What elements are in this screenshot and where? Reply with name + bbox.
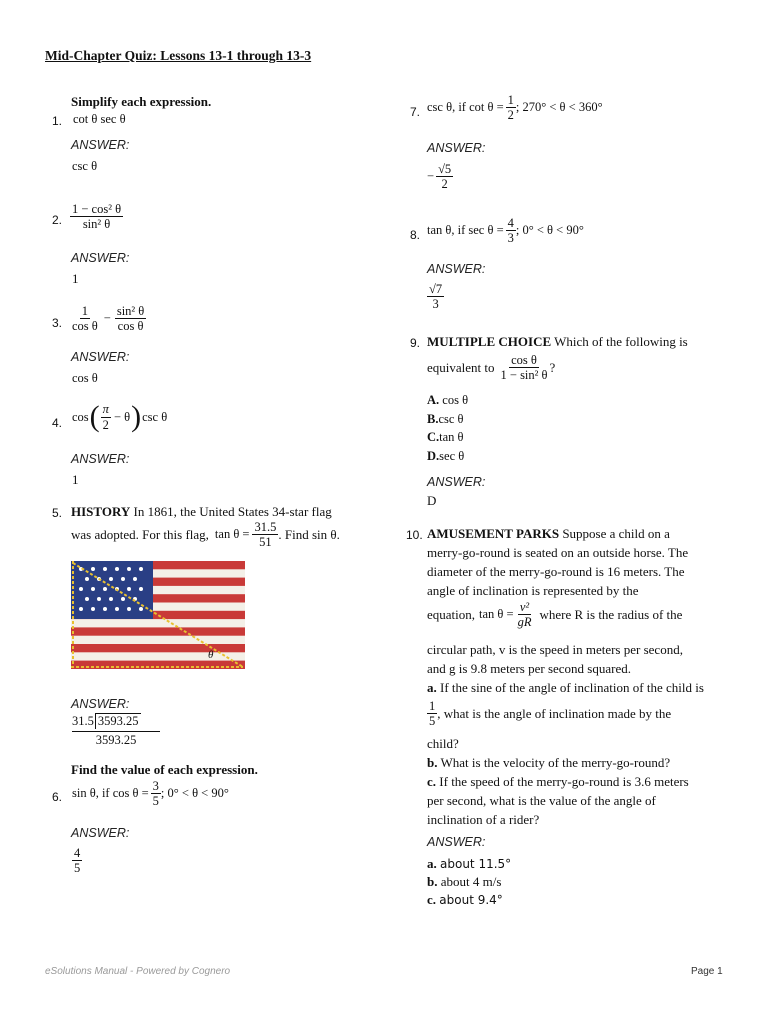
q8-fraction bbox=[506, 216, 516, 246]
q8-numerator: 4 bbox=[507, 216, 514, 230]
q9-answer-label: ANSWER: bbox=[427, 475, 486, 489]
q5-fraction bbox=[252, 520, 278, 550]
q10-answer-a-letter: a. bbox=[427, 856, 437, 871]
q9-text2: equivalent to bbox=[427, 360, 495, 376]
q10-label: AMUSEMENT PARKS bbox=[427, 526, 560, 541]
q10-c-text3: inclination of a rider? bbox=[427, 812, 540, 827]
q6-denominator: 5 bbox=[152, 794, 159, 809]
q7-answer-neg: − bbox=[427, 169, 435, 184]
q6-pre: sin θ, if cos θ = bbox=[72, 786, 149, 801]
q10-a-numerator: 1 bbox=[429, 699, 436, 713]
q4-pi: π bbox=[102, 402, 109, 417]
q5-label: HISTORY bbox=[71, 504, 131, 519]
q9-option-c bbox=[427, 428, 468, 447]
q6-number: 6. bbox=[52, 790, 63, 804]
q4-answer: 1 bbox=[72, 472, 79, 487]
q3-fraction-1 bbox=[70, 304, 100, 334]
q3-f2-numerator: sin² θ bbox=[116, 304, 145, 318]
q10-answers bbox=[427, 855, 511, 909]
q10-a-text3: child? bbox=[427, 736, 459, 751]
q10-answer-c-value: about 9.4° bbox=[439, 893, 503, 907]
q7-answer-label: ANSWER: bbox=[427, 141, 486, 155]
q10-line6: and g is 9.8 meters per second squared. bbox=[427, 661, 631, 676]
q2-fraction bbox=[70, 202, 123, 232]
q5-number: 5. bbox=[52, 506, 63, 520]
q3-number: 3. bbox=[52, 316, 63, 330]
q5-answer-division bbox=[72, 713, 160, 748]
q4-expression: cos ( $\frac{\pi}{2}$ − θ ) csc θ bbox=[72, 400, 168, 433]
q5-denominator: 51 bbox=[259, 535, 272, 550]
q3-minus: − bbox=[103, 311, 111, 326]
q10-answer-c-letter: c. bbox=[427, 892, 437, 907]
q5-tan: tan θ = bbox=[214, 527, 250, 542]
q5-text3: . Find sin θ. bbox=[278, 527, 340, 543]
q10-eq-post: where R is the radius of the bbox=[539, 607, 683, 623]
q3-answer-label: ANSWER: bbox=[71, 350, 130, 364]
q7-answer-numerator: √5 bbox=[438, 162, 452, 176]
q5-answer-label: ANSWER: bbox=[71, 697, 130, 711]
q7-answer-fraction bbox=[436, 162, 453, 192]
q4-answer-label: ANSWER: bbox=[71, 452, 130, 466]
q9-answer: D bbox=[427, 493, 437, 508]
q1-number: 1. bbox=[52, 114, 63, 128]
q10-eq-tan: tan θ = bbox=[479, 607, 514, 622]
q10-line5: circular path, v is the speed in meters per second, bbox=[427, 642, 683, 657]
q9-option-c-letter: C. bbox=[427, 430, 440, 444]
q4-cos: cos bbox=[72, 409, 89, 424]
q9-option-a-letter: A. bbox=[427, 393, 440, 407]
q5-line2 bbox=[71, 520, 340, 550]
q3-f1-numerator: 1 bbox=[81, 304, 89, 318]
q9-line1 bbox=[427, 332, 688, 351]
q10-line4: angle of inclination is represented by the bbox=[427, 583, 639, 598]
q7-expression bbox=[427, 93, 603, 123]
q9-line2 bbox=[427, 353, 555, 383]
q9-number: 9. bbox=[410, 336, 421, 350]
q8-number: 8. bbox=[410, 228, 421, 242]
q9-option-c-value: tan θ bbox=[439, 430, 464, 444]
q4-minus-theta: − θ bbox=[113, 409, 131, 424]
q1-answer: csc θ bbox=[72, 159, 98, 173]
q10-a-fraction bbox=[427, 699, 437, 729]
q10-line3: diameter of the merry-go-round is 16 meters. The bbox=[427, 564, 685, 579]
q10-line1: Suppose a child on a bbox=[559, 526, 670, 541]
q3-expression bbox=[70, 304, 146, 334]
q9-option-a-value: cos θ bbox=[442, 393, 469, 407]
q10-a-line2 bbox=[427, 699, 671, 729]
q8-denominator: 3 bbox=[507, 231, 514, 246]
q9-option-b-letter: B. bbox=[427, 411, 439, 426]
q5-text2: was adopted. For this flag, bbox=[71, 527, 209, 543]
q5-line1 bbox=[71, 502, 332, 521]
q3-f1-denominator: cos θ bbox=[72, 319, 98, 334]
q10-a-denominator: 5 bbox=[429, 714, 436, 729]
page-title: Mid-Chapter Quiz: Lessons 13-1 through 13-3 bbox=[45, 48, 312, 63]
q8-answer-denominator: 3 bbox=[432, 297, 439, 312]
q6-answer-label: ANSWER: bbox=[71, 826, 130, 840]
q10-a-text: If the sine of the angle of inclination of the child is bbox=[436, 680, 704, 695]
q9-option-d-letter: D. bbox=[427, 448, 440, 463]
q10-eq-numerator: v² bbox=[519, 600, 530, 614]
q10-a-text2: , what is the angle of inclination made by the bbox=[437, 706, 672, 722]
q10-b-label: b. bbox=[427, 755, 438, 770]
q7-fraction bbox=[506, 93, 516, 123]
q10-c-label: c. bbox=[427, 774, 437, 789]
q7-numerator: 1 bbox=[507, 93, 514, 107]
q3-fraction-2 bbox=[115, 304, 146, 334]
q10-number: 10. bbox=[406, 528, 423, 542]
q6-answer-denominator: 5 bbox=[74, 861, 81, 876]
q5-answer-denominator: 3593.25 bbox=[95, 733, 137, 747]
q4-number: 4. bbox=[52, 416, 63, 430]
q7-number: 7. bbox=[410, 105, 421, 119]
q8-expression bbox=[427, 216, 584, 246]
q10-c-text2: per second, what is the value of the angle of bbox=[427, 793, 656, 808]
q10-paragraph bbox=[427, 524, 688, 600]
q10-paragraph-2 bbox=[427, 640, 704, 697]
q7-answer-denominator: 2 bbox=[441, 177, 448, 192]
q10-eq-fraction bbox=[516, 600, 534, 630]
q9-denominator: 1 − sin² θ bbox=[500, 368, 548, 383]
q1-expression: cot θ sec θ bbox=[73, 112, 126, 126]
q10-eq-denominator: gR bbox=[517, 615, 532, 630]
q10-c-text: If the speed of the merry-go-round is 3.6 meters bbox=[436, 774, 689, 789]
q2-answer: 1 bbox=[72, 271, 79, 286]
q6-post: ; 0° < θ < 90° bbox=[160, 786, 229, 801]
q7-denominator: 2 bbox=[507, 108, 514, 123]
q10-answer-a-value: about 11.5° bbox=[440, 857, 512, 871]
q6-expression bbox=[72, 779, 229, 809]
q6-numerator: 3 bbox=[152, 779, 159, 793]
q2-numerator: 1 − cos² θ bbox=[72, 202, 122, 216]
q5-answer-divisor: 31.5 bbox=[72, 714, 94, 728]
q8-post: ; 0° < θ < 90° bbox=[515, 223, 584, 238]
q9-numerator: cos θ bbox=[511, 353, 537, 367]
footer-page-number: Page 1 bbox=[691, 966, 723, 977]
flag-theta-label: θ bbox=[208, 649, 214, 661]
q4-csc: csc θ bbox=[142, 409, 168, 424]
instruction-simplify: Simplify each expression. bbox=[71, 94, 212, 109]
footer-source: eSolutions Manual - Powered by Cognero bbox=[45, 966, 231, 977]
q9-label: MULTIPLE CHOICE bbox=[427, 334, 552, 349]
q8-answer bbox=[427, 282, 444, 312]
q10-b-text: What is the velocity of the merry-go-round? bbox=[437, 755, 671, 770]
q10-answer-b-letter: b. bbox=[427, 874, 438, 889]
q9-qmark: ? bbox=[549, 360, 556, 376]
q10-answer-label: ANSWER: bbox=[427, 835, 486, 849]
q10-line2: merry-go-round is seated on an outside horse. The bbox=[427, 545, 689, 560]
q10-eq-pre: equation, bbox=[427, 607, 476, 623]
q2-denominator: sin² θ bbox=[82, 217, 111, 232]
q6-answer bbox=[72, 846, 82, 876]
q3-answer: cos θ bbox=[72, 371, 98, 385]
q9-option-b-value: csc θ bbox=[438, 411, 464, 426]
q10-answer-b-value: about 4 m/s bbox=[440, 874, 502, 889]
q4-fraction bbox=[101, 402, 111, 432]
q9-text1: Which of the following is bbox=[551, 334, 688, 349]
q10-a-label: a. bbox=[427, 680, 437, 695]
q8-pre: tan θ, if sec θ = bbox=[427, 223, 504, 238]
q6-fraction bbox=[151, 779, 161, 809]
q5-answer-numerator bbox=[72, 713, 160, 732]
q10-paragraph-3 bbox=[427, 734, 689, 829]
q9-option-a bbox=[427, 391, 468, 410]
q1-answer-label: ANSWER: bbox=[71, 138, 130, 152]
q8-answer-label: ANSWER: bbox=[427, 262, 486, 276]
q8-answer-numerator: √7 bbox=[429, 282, 443, 296]
q7-post: ; 270° < θ < 360° bbox=[515, 100, 603, 115]
q5-numerator: 31.5 bbox=[254, 520, 277, 534]
instruction-find-value: Find the value of each expression. bbox=[71, 762, 258, 777]
q7-pre: csc θ, if cot θ = bbox=[427, 100, 504, 115]
q3-f2-denominator: cos θ bbox=[117, 319, 144, 334]
q10-equation-line bbox=[427, 600, 682, 630]
q5-answer-radicand: 3593.25 bbox=[95, 713, 141, 729]
q4-two: 2 bbox=[102, 417, 109, 432]
q5-text1: In 1861, the United States 34-star flag bbox=[130, 504, 332, 519]
q2-answer-label: ANSWER: bbox=[71, 251, 130, 265]
flag-image bbox=[71, 561, 245, 669]
q9-fraction bbox=[499, 353, 550, 383]
q9-option-d bbox=[427, 447, 468, 466]
q6-answer-numerator: 4 bbox=[74, 846, 81, 860]
q9-option-b bbox=[427, 410, 468, 429]
q9-option-d-value: sec θ bbox=[439, 448, 465, 463]
q9-options bbox=[427, 391, 468, 465]
q2-number: 2. bbox=[52, 213, 63, 227]
q7-answer bbox=[427, 162, 453, 192]
